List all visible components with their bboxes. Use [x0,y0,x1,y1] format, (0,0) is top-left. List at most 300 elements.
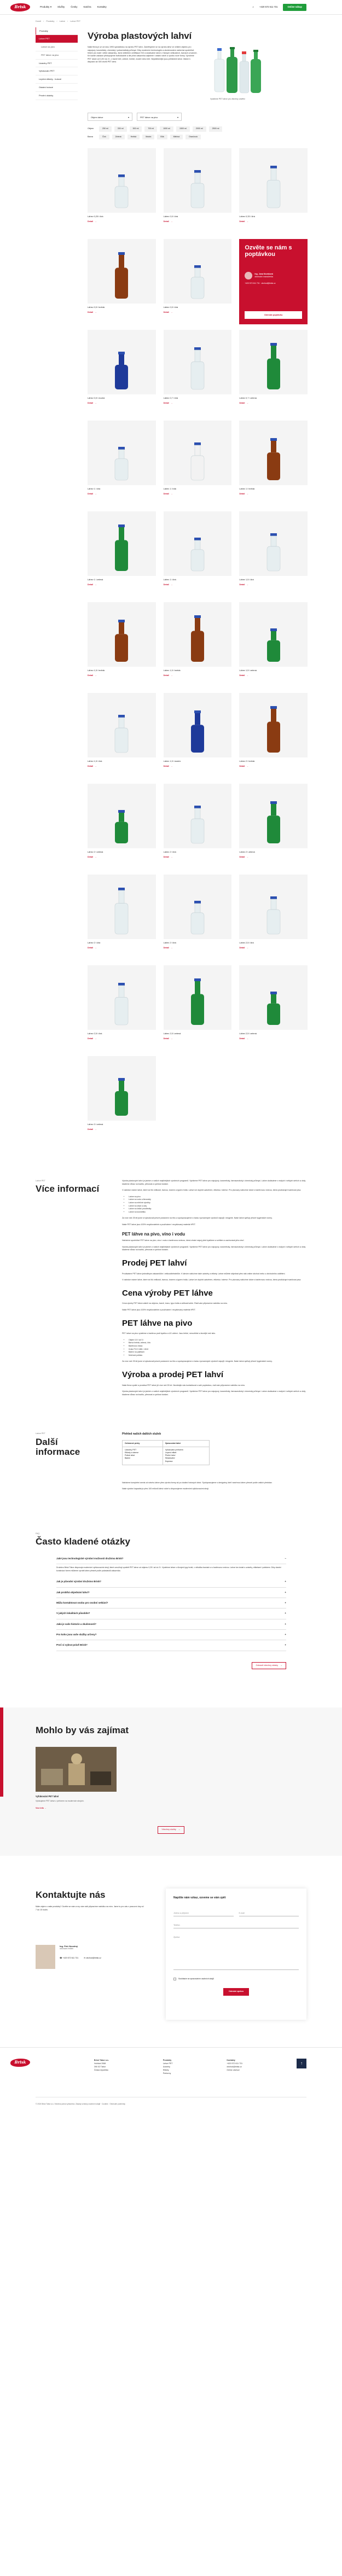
footer-link[interactable]: +420 572 611 731 [227,2062,243,2065]
color-chip[interactable]: Zelená [112,135,125,140]
faq-question-text: Jak je původní výrobní družstvo Brisk? [56,1580,101,1583]
product-detail-link[interactable] [239,584,308,586]
product-detail-link[interactable] [164,493,232,496]
search-icon[interactable]: ⌕ [252,5,254,9]
footer-col-products [163,2059,173,2076]
arrow-right-icon: → [95,311,97,313]
volume-chip[interactable]: 500 ml [130,126,142,132]
product-detail-link[interactable] [88,674,156,677]
table-cell [123,1447,163,1465]
footer-col-title: Kontakty [227,2059,235,2061]
product-detail-link[interactable] [164,1038,232,1040]
submit-button[interactable]: Odeslat zprávu [223,1988,249,1996]
arrow-right-icon: → [95,855,97,858]
product-card[interactable] [239,511,308,597]
phone-number[interactable]: +420 572 611 731 [259,5,278,9]
cell-line: Skladování [165,1457,175,1460]
cell-line: Etikety a sleeve [125,1452,139,1454]
info-paragraph: Výroba plastových lahví je jedním z našich nejsilnějších výrobních programů. Vyrábíme PET lahve pro nápojový, kosmetický, farmaceutický i chemický průmysl. Lahve dodáváme v malých i velkých sériích a vždy klademe důraz na kvalitu, přesnost a rychlost dodání. [122,1390,306,1396]
contact-email[interactable] [84,1957,101,1960]
bottle-image [111,965,132,1025]
faq-question-text: Jaká je vaše historie a zkušenosti? [56,1622,96,1625]
faq-question[interactable] [56,1630,286,1640]
plus-icon: + [285,1633,286,1636]
info-paragraph: Naše firma vyrábí a prodává PET lahve již více než 25 let. Neváhejte nás kontaktovat s vaší poptávkou, rádi vám připravíme nabídku na míru. [122,1384,246,1386]
person-role: obchodní ředitel [60,1948,73,1950]
info-paragraph: Za více než 25 let jsme si vybudovali pevné postavení na trhu a spolupracujeme s řadou významných výrobců nápojů i drogerie. Naše lahve splňují přísné hygienické normy. [122,1217,273,1220]
breadcrumb-item[interactable]: Produkty [46,20,55,22]
sidebar-item-labels[interactable]: Lepiční etikety - hotové [36,75,78,84]
breadcrumb-item[interactable]: Domů [36,20,42,22]
bottle-image [111,1056,132,1116]
promo-contact: +420 572 611 731 · obchod@brisk.cz [245,282,276,285]
footer-link[interactable]: obchod@brisk.cz [227,2066,242,2068]
faq-question-open[interactable] [56,1554,286,1564]
volume-chip[interactable]: 700 ml [144,126,157,132]
product-name: Láhev 1 l hnědá [239,487,255,491]
product-card[interactable] [88,330,156,415]
info-subheading: PET láhve na pivo, víno i vodu [122,1231,186,1237]
product-detail-link[interactable] [239,674,308,677]
section-title: Kontaktujte nás [36,1889,106,1900]
product-image [164,875,232,939]
table-title: Přehled našich dalších služeb [122,1432,161,1436]
arrow-right-icon: → [95,492,97,495]
faq-answer: Družstvo Brisk Tábor disponuje moderními vyfukovacími stroji, které umožňují vyrábět PET lahve od objemu 0,25 l až do 3 l. Vyrábíme lahve s různými typy hrdel, v několika barvách a s bariérovou vrstvou. Lahve lze dodat s uzávěry, etiketami i potiskem. Díky vlastní konstrukci forem můžeme vyrobit lahev přesně podle požadavků zákazníka. [56,1566,281,1572]
breadcrumb: Domů › Produkty › Lahve › Lahve PET [36,20,81,22]
contact-phone[interactable] [60,1957,78,1960]
product-card[interactable] [164,330,232,415]
product-card[interactable] [239,602,308,687]
product-detail-link[interactable] [88,584,156,586]
select-value: Objem lahve [91,116,103,119]
product-card[interactable] [164,421,232,506]
bottle-image [187,693,208,753]
email-text: obchod@brisk.cz [86,1957,101,1960]
arrow-right-icon: → [246,220,249,223]
related-image [36,1747,117,1792]
info-paragraph: PET lahve na pivo vyrábíme s bariérou proti kyslíku a UV záření. Jsou lehké, nerozbitné a levnější než sklo. [122,1332,216,1335]
list-item: • Lahve na pivo [129,1196,306,1199]
product-image [88,421,156,485]
link-label: Detail [163,674,169,677]
plus-icon: + [285,1580,286,1583]
faq-question[interactable] [56,1577,286,1587]
nav-item-career[interactable]: Kariéra [83,5,91,9]
product-card[interactable] [239,784,308,869]
arrow-right-icon: → [246,401,249,404]
cell-line: Lepení etiket [165,1452,177,1454]
product-image [88,1056,156,1121]
footer-link[interactable]: Preformy [163,2072,171,2075]
sidebar-item-samples[interactable]: Prvotní ukázky [36,92,78,100]
arrow-right-icon: → [95,401,97,404]
volume-chip[interactable]: 330 ml [114,126,127,132]
faq-question-text: Pro koho jsou vaše služby určeny? [56,1633,97,1636]
link-label: Detail [163,311,169,313]
bottle-image [111,239,132,299]
link-label: Detail [88,855,94,858]
color-chip[interactable]: Mléčná [170,135,183,140]
bottle-image [263,693,285,753]
list-item: • Hrdlo PCO 1881 i 1810 [129,1348,306,1351]
link-label: Detail [163,583,169,586]
product-detail-link[interactable] [88,947,156,949]
footer-link[interactable]: Etikety [163,2069,169,2072]
hero-caption: Vyrábíme PET lahve pro všechny odvětví [210,98,246,101]
phone-icon: ☎ [60,1957,62,1960]
product-card[interactable] [239,965,308,1051]
product-detail-link[interactable] [88,220,156,223]
all-services-button[interactable] [158,1826,184,1834]
arrow-right-icon: → [170,674,173,677]
cell-line: Vyfukování preforem [165,1448,183,1451]
category-select[interactable] [88,113,132,121]
volume-chips [88,126,308,132]
product-image [239,148,308,213]
color-chip[interactable]: Modrá [142,135,154,140]
product-name: Láhev 2,5 l zelená [239,1032,257,1035]
product-card[interactable] [88,239,156,324]
faq-question-text: Jaké jsou technologické výrobní možnosti družstva Brisk? [56,1557,124,1560]
email-field[interactable]: E-mail [239,1908,299,1916]
bottle-image [111,330,132,390]
product-card[interactable] [164,965,232,1051]
product-detail-link[interactable] [88,1128,156,1131]
product-detail-link[interactable] [239,493,308,496]
product-grid [88,148,308,1141]
phone-text: +420 572 611 731 [62,1957,79,1960]
link-label: Detail [88,311,94,313]
product-name: Láhev 1,5 l hnědá [88,669,105,672]
footer-line: Česká republika [94,2069,108,2072]
nav-item-products[interactable] [40,5,51,9]
person-name: Ing. Petr Novotný [60,1944,78,1948]
product-detail-link[interactable] [164,311,232,314]
product-card[interactable] [164,148,232,234]
services-table [122,1440,210,1465]
scroll-top-button[interactable] [297,2059,306,2068]
sidebar-item-products[interactable]: Produkty [36,27,78,36]
avatar [36,1945,55,1969]
contact-person [36,1945,145,1969]
product-detail-link[interactable] [239,1038,308,1040]
arrow-right-icon: → [95,1037,97,1040]
product-card[interactable] [88,784,156,869]
product-name: Láhev 1 l bílá [163,487,176,491]
arrow-right-icon: → [178,1828,181,1831]
cell-line: Potisk lahví [125,1454,135,1457]
list-item: • Možnost potisku [129,1354,306,1357]
product-name: Láhev 0,7 l čirá [163,397,178,400]
product-card[interactable] [239,875,308,960]
link-label: Detail [163,401,169,404]
section-title: Mohlo by vás zajímat [36,1725,129,1736]
product-image [164,965,232,1030]
shop-button[interactable]: Online nákup [283,4,306,10]
product-detail-link[interactable] [88,493,156,496]
type-select[interactable] [137,113,182,121]
product-name: Láhev 2 l čirá [163,850,176,854]
link-label: Detail [163,220,169,223]
product-image [239,421,308,485]
product-card[interactable] [88,693,156,778]
product-image [88,239,156,304]
mail-icon: ✉ [84,1957,86,1960]
table-header: Ochranné prvky [123,1440,163,1447]
link-label: Detail [163,1037,169,1040]
product-detail-link[interactable] [164,765,232,768]
product-name: Láhev 1,5 l modrá [163,760,181,763]
cell-line: Uzávěry PET [125,1448,137,1451]
product-detail-link[interactable] [239,947,308,949]
footer-col-title: Brisk Tábor a.s. [94,2059,109,2061]
product-card[interactable] [88,875,156,960]
product-detail-link[interactable] [164,674,232,677]
product-image [88,148,156,213]
link-label: Detail [163,765,169,767]
info-heading: Výroba a prodej PET lahví [122,1369,224,1379]
product-card[interactable] [88,421,156,506]
arrow-right-icon: → [170,401,173,404]
product-image [88,875,156,939]
nav-label: Produkty [40,5,50,9]
bottle-image [187,148,208,208]
link-label: Detail [163,492,169,495]
product-card[interactable] [164,602,232,687]
all-questions-button[interactable] [252,1662,286,1670]
bottle-image [263,602,285,662]
link-label: Detail [88,220,94,223]
footer-logo[interactable]: Brisk [10,2059,30,2067]
product-name: Láhev 0,5 l čirá [163,215,178,218]
product-name: Láhev 2 l čirá [88,941,101,945]
color-chip[interactable]: Oranžová [186,135,201,140]
product-name: Láhev 1 l čirá [163,578,176,581]
product-image [164,330,232,394]
product-card[interactable] [164,511,232,597]
table-header: Zpracování lahví [163,1440,209,1447]
related-more-link[interactable] [36,1807,117,1810]
faq-question-text: V jakých lokalitách působíte? [56,1612,90,1615]
sidebar-item-beer-bottles[interactable]: Lahve na pivo [36,43,78,51]
product-detail-link[interactable] [164,220,232,223]
product-detail-link[interactable] [88,311,156,314]
link-label: Více info [36,1807,44,1810]
product-detail-link[interactable] [239,220,308,223]
brand-logo[interactable]: Brisk [10,3,30,11]
arrow-right-icon: → [95,765,97,767]
filter-row [88,113,308,121]
product-card[interactable] [239,148,308,234]
factory-illustration [36,1747,117,1792]
cell-line: Doprava [165,1460,173,1462]
bottle-image [111,693,132,753]
color-chip[interactable]: Čirá [99,135,109,140]
section-title: Další informace [36,1436,80,1458]
promo-button[interactable]: Odeslat poptávku [245,311,302,319]
button-label: Zobrazit všechny otázky [256,1664,279,1666]
arrow-right-icon: → [95,1128,97,1130]
product-image [164,421,232,485]
sidebar-item-other[interactable]: Ostatní hotové [36,84,78,92]
product-image [88,602,156,667]
link-label: Detail [88,583,94,586]
product-detail-link[interactable] [88,402,156,405]
color-chip[interactable]: Bílá [157,135,167,140]
info-paragraph: Výroba plastových lahví je jedním z našich nejsilnějších výrobních programů. Vyrábíme PET lahve pro nápojový, kosmetický, farmaceutický i chemický průmysl. Lahve dodáváme v malých i velkých sériích a vždy klademe důraz na kvalitu, přesnost a rychlost dodání. [122,1245,306,1251]
product-image [88,330,156,394]
product-name: Láhev 1,5 l čirá [88,760,102,763]
arrow-right-icon: → [170,492,173,495]
product-image [239,602,308,667]
related-section [0,1707,342,1856]
info-paragraph: Nabízíme spolehlivé PET lahve na pivo, víno i vodu s bariérovou vrstvou, která chrání nápoj před kyslíkem a světlem a zachovává jeho chuť. [122,1239,245,1242]
arrow-right-icon: → [246,674,249,677]
list-item: • Lahve na vodu a limonády [129,1198,306,1202]
message-field[interactable]: Zpráva [173,1932,299,1970]
product-detail-link[interactable] [239,765,308,768]
product-name: Láhev 2,5 l čirá [239,941,254,945]
product-card[interactable] [88,602,156,687]
volume-chip[interactable]: 1500 ml [176,126,190,132]
faq-question[interactable] [56,1608,286,1619]
name-field[interactable]: Jméno a příjmení [173,1908,234,1916]
volume-chip[interactable]: 2000 ml [193,126,206,132]
product-card[interactable] [164,239,232,324]
phone-field[interactable]: Telefon [173,1920,299,1928]
product-name: Láhev 0,33 l čirá [239,215,255,218]
product-detail-link[interactable] [164,402,232,405]
nav-item-contacts[interactable]: Kontakty [97,5,107,9]
product-detail-link[interactable] [239,856,308,859]
product-card[interactable] [164,693,232,778]
footer-link[interactable]: Lahve PET [163,2062,173,2065]
link-label: Detail [239,401,245,404]
list-item: • Barva hnědá, zelená, čirá [129,1342,306,1345]
product-name: Láhev 0,5 l čirá [163,306,178,309]
product-card[interactable] [88,511,156,597]
section-label: Lahve PET [36,1180,45,1182]
bottle-image [187,784,208,844]
sidebar-item-caps[interactable]: Uzávěry PET [36,60,78,68]
product-card[interactable] [88,148,156,234]
list-item: • Lahve na kosmetiku [129,1211,306,1214]
nav-item-services[interactable]: Služby [57,5,65,9]
sidebar-item-pet-bottles[interactable]: Lahve PET [36,35,78,43]
info-heading: Cena výroby PET láhve [122,1288,213,1298]
product-card[interactable] [88,965,156,1051]
arrow-right-icon: → [95,946,97,949]
product-name: Láhev 2,5 l čirá [88,1032,102,1035]
footer-link[interactable]: Uzávěry [163,2066,170,2068]
related-card-title: Vyfukování PET lahví [36,1794,59,1798]
button-label: Všechny služby [161,1828,176,1831]
faq-question[interactable] [56,1598,286,1608]
sidebar-item-blowing[interactable]: Vyfukování PET [36,67,78,75]
product-detail-link[interactable] [164,947,232,949]
product-image [239,784,308,848]
footer-col-company [94,2059,109,2072]
bottle-image [187,511,208,572]
product-name: Láhev 1 l zelená [88,578,103,581]
footer-link[interactable]: Online obchod [227,2069,240,2072]
link-label: Detail [239,1037,245,1040]
related-card-text: Vyfukujeme PET lahve z preforem na moderních strojích. [36,1800,84,1803]
section-title: Často kladené otázky [36,1536,130,1547]
product-image [164,148,232,213]
nav-item-language[interactable]: Česky [71,5,78,9]
product-name: Láhev 3 l zelená [88,1123,103,1126]
faq-question-text: Jak probíhá objednání lahví? [56,1590,90,1594]
product-image [239,875,308,939]
filter-label: Objem [88,127,94,130]
footer-line: Vožická 2068 [94,2062,106,2065]
link-label: Detail [239,765,245,767]
product-detail-link[interactable] [164,584,232,586]
volume-chip[interactable]: 250 ml [99,126,112,132]
faq-question[interactable] [56,1640,286,1651]
product-name: Láhev 0,5 l hnědá [88,306,105,309]
bottle-image [111,602,132,662]
bottle-image [111,421,132,481]
faq-question[interactable] [56,1619,286,1630]
product-card[interactable] [88,1056,156,1141]
product-detail-link[interactable] [88,856,156,859]
list-item: • Objem 0,5 l až 3 l [129,1339,306,1342]
product-image [164,511,232,576]
link-label: Detail [88,492,94,495]
bottle-image [187,239,208,299]
product-detail-link[interactable] [239,402,308,405]
product-name: Láhev 2 l zelená [239,850,255,854]
product-card[interactable] [239,693,308,778]
product-name: Láhev 1,5 l zelená [239,669,257,672]
sidebar [36,27,78,1142]
product-card[interactable] [239,421,308,506]
site-footer [0,2047,342,2106]
faq-question-text: Proč si vybrat právě Brisk? [56,1643,88,1647]
product-image [88,784,156,848]
link-label: Detail [88,401,94,404]
breadcrumb-item[interactable]: Lahve [59,20,66,22]
consent-checkbox[interactable] [173,1978,176,1980]
bottle-image [263,784,285,844]
product-detail-link[interactable] [164,856,232,859]
arrow-right-icon: → [95,583,97,586]
product-card[interactable] [164,875,232,960]
faq-question[interactable] [56,1588,286,1598]
product-card[interactable] [164,784,232,869]
color-chip[interactable]: Hnědá [127,135,140,140]
related-card[interactable] [36,1747,117,1810]
section-label: FAQ [36,1532,40,1535]
arrow-right-icon: → [246,765,249,767]
volume-chip[interactable]: 1000 ml [160,126,173,132]
product-detail-link[interactable] [88,1038,156,1040]
volume-chip[interactable]: 2500 ml [209,126,223,132]
bottle-image [263,330,285,390]
product-detail-link[interactable] [88,765,156,768]
product-image [164,784,232,848]
info-paragraph: V nabídce máme lahve, které se liší velikostí, barvou, tvarem a typem hrdla. Lahve lze doplnit uzávěrem, etiketou i sleeve. Pro pivovary nabízíme lahve s bariérovou vrstvou, která prodlužuje trvanlivost piva. [122,1279,302,1281]
arrow-right-icon: → [280,1664,282,1666]
link-label: Detail [239,220,245,223]
sidebar-item-pet-beer[interactable]: PET láhve na pivo [36,51,78,60]
product-card[interactable] [239,330,308,415]
bottle-image [263,511,285,572]
arrow-right-icon: → [170,220,173,223]
